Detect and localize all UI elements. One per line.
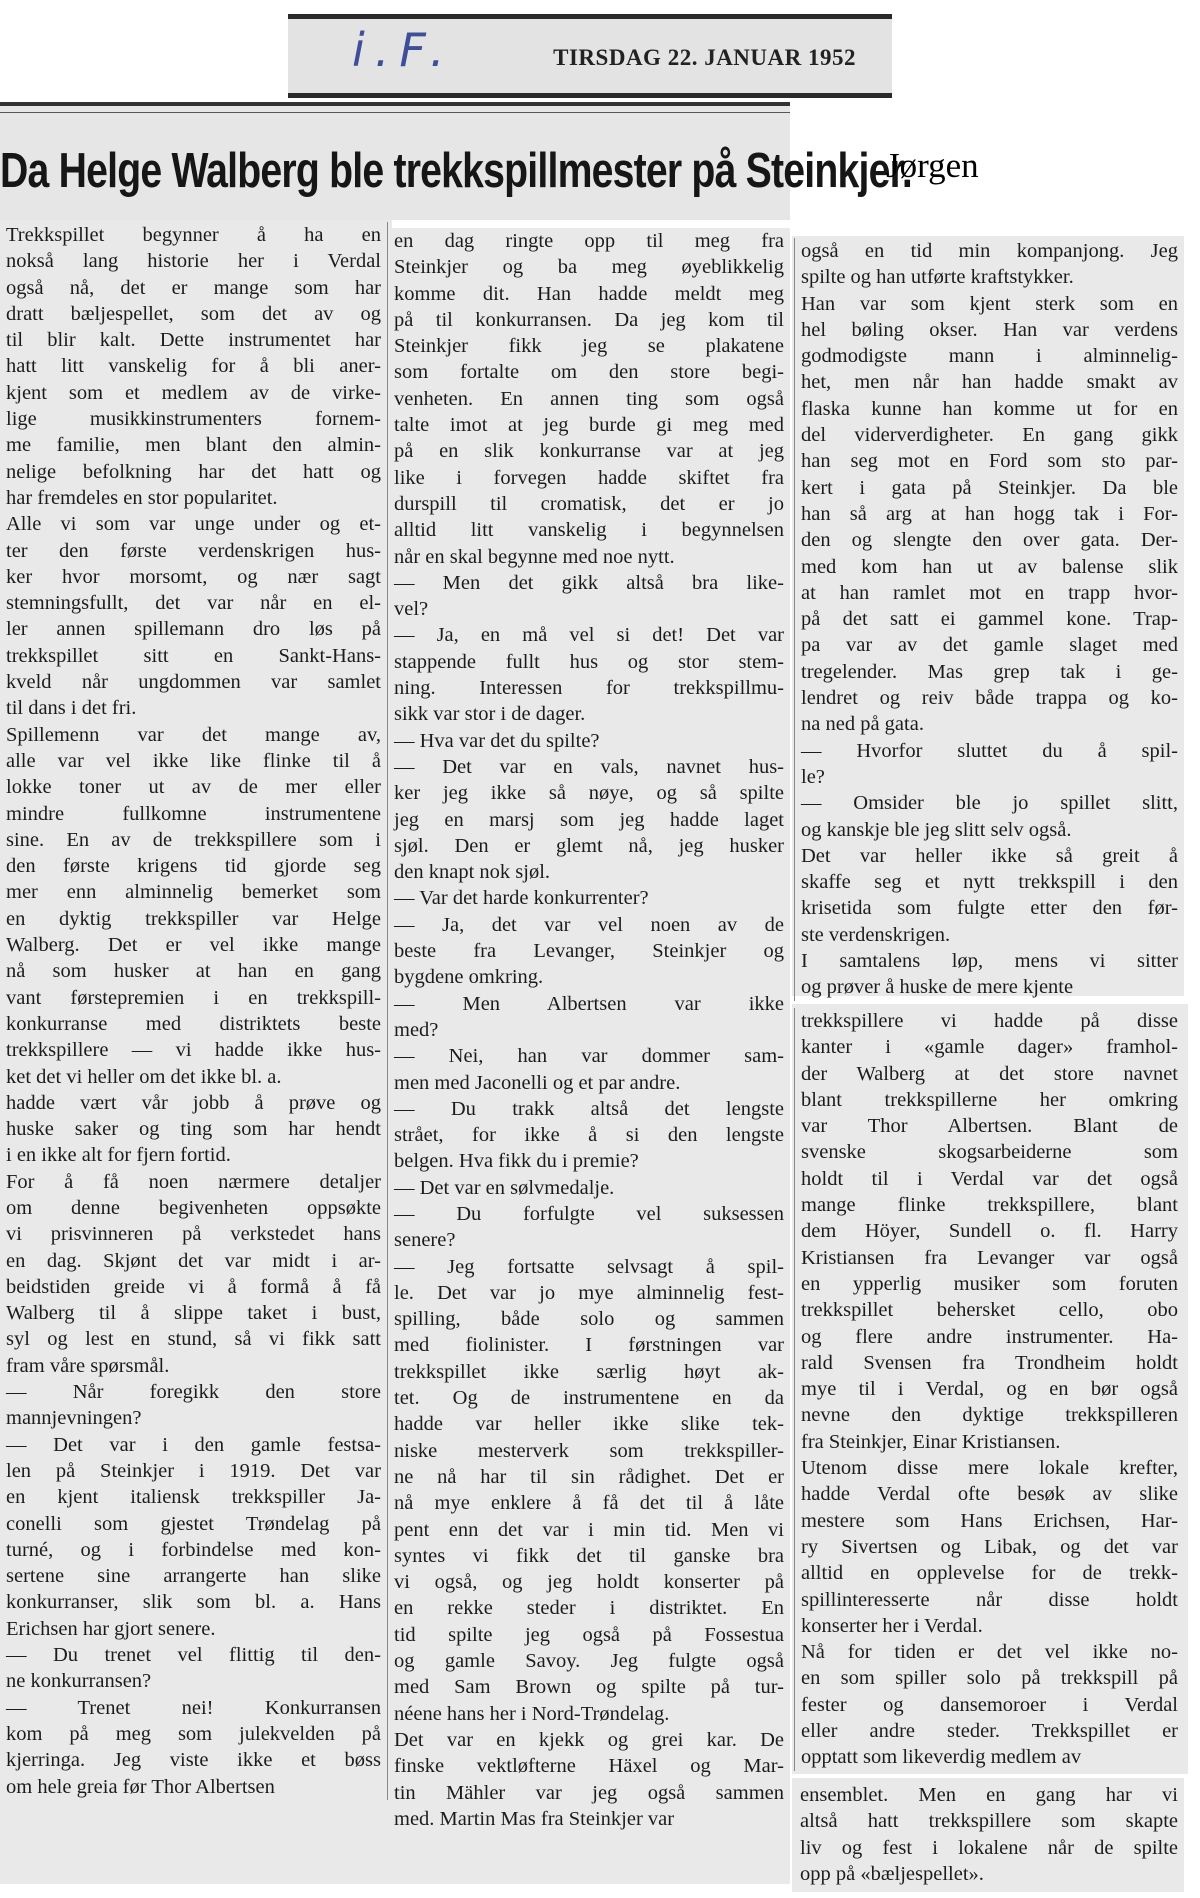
text-line: den knapt nok sjøl. bbox=[394, 861, 551, 884]
text-line: sikk var stor i de dager. bbox=[394, 703, 586, 726]
text-line: Kristiansen fra Levanger var også bbox=[801, 1246, 1178, 1269]
text-line: dem Höyer, Sundell o. fl. Harry bbox=[801, 1220, 1178, 1243]
text-line: alle var vel ikke like flinke til å bbox=[6, 749, 381, 772]
text-line: der Walberg at det store navnet bbox=[801, 1062, 1178, 1085]
text-line: til blir kalt. Dette instrumentet har bbox=[6, 329, 381, 352]
text-line: kveld når ungdommen var samlet bbox=[6, 671, 381, 694]
text-line: mannjevningen? bbox=[6, 1407, 142, 1430]
text-line: Steinkjer fikk jeg se plakatene bbox=[394, 335, 784, 358]
text-line: han så arg at han hogg tak i For- bbox=[801, 502, 1178, 525]
text-line: men med Jaconelli og et par andre. bbox=[394, 1071, 681, 1094]
text-line: beidstiden greide vi å formå å få bbox=[6, 1275, 381, 1298]
text-line: turné, og i forbindelse med kon- bbox=[6, 1538, 381, 1561]
text-line: har fremdeles en stor popularitet. bbox=[6, 486, 278, 509]
text-line: — Jeg fortsatte selvsagt å spil- bbox=[394, 1255, 784, 1278]
text-line: huske saker og ting som har hendt bbox=[6, 1118, 381, 1141]
text-line: Trekkspillet begynner å ha en bbox=[6, 224, 381, 246]
text-line: ensemblet. Men en gang har vi bbox=[800, 1784, 1178, 1806]
text-line: konserter her i Verdal. bbox=[801, 1614, 983, 1637]
text-line: — Men det gikk altså bra like- bbox=[394, 571, 784, 594]
text-line: opp på «bæljespellet». bbox=[800, 1862, 984, 1885]
text-line: Erichsen har gjort senere. bbox=[6, 1617, 216, 1640]
text-line: Det var heller ikke så greit å bbox=[801, 844, 1178, 867]
text-line: spillinteresserte når disse holdt bbox=[801, 1588, 1178, 1611]
text-line: om denne begivenheten oppsøkte bbox=[6, 1196, 381, 1219]
text-line: også nå, det er mange som har bbox=[6, 276, 381, 299]
text-line: vi også, og jeg holdt konserter på bbox=[394, 1571, 784, 1594]
text-line: senere? bbox=[394, 1229, 456, 1252]
text-line: kanter i «gamle dager» framhol- bbox=[801, 1036, 1178, 1059]
text-line: Han var som kjent sterk som en bbox=[801, 292, 1178, 315]
text-line: jeg en marsj som jeg hadde laget bbox=[394, 808, 784, 831]
text-line: nelige befolkning har det hatt og bbox=[6, 460, 381, 483]
text-line: — Ja, en må vel si det! Det var bbox=[394, 624, 784, 647]
article-column-1 bbox=[0, 222, 388, 1800]
text-line: hel bøling okser. Han var verdens bbox=[801, 318, 1178, 341]
text-line: venheten. En annen ting som også bbox=[394, 387, 784, 410]
text-line: like i forvegen hadde skiftet fra bbox=[394, 466, 784, 489]
text-line: trekkspillere — vi hadde ikke hus- bbox=[6, 1039, 381, 1062]
text-line: lendret og reiv både trappa og ko- bbox=[801, 687, 1178, 710]
text-line: vant førstepremien i en trekkspill- bbox=[6, 986, 381, 1009]
headline-clipping bbox=[0, 102, 912, 220]
text-line: var Thor Albertsen. Blant de bbox=[801, 1115, 1178, 1138]
text-line: mindre fullkomne instrumentene bbox=[6, 802, 381, 825]
text-line: Det var en kjekk og grei kar. De bbox=[394, 1728, 784, 1751]
text-line: fester og dansemoroer i Verdal bbox=[801, 1693, 1178, 1716]
text-line: krisetida som fulgte etter den før- bbox=[801, 897, 1178, 920]
text-line: og prøver å huske de mere kjente bbox=[801, 976, 1074, 999]
text-line: trekkspillet sitt en Sankt-Hans- bbox=[6, 644, 381, 667]
text-line: hadde var heller ikke slike tek- bbox=[394, 1413, 784, 1436]
text-line: kjent som et medlem av de virke- bbox=[6, 381, 381, 404]
text-line: dratt bæljespellet, som det av og bbox=[6, 302, 381, 325]
text-line: tin Mähler var jeg også sammen bbox=[394, 1781, 784, 1804]
text-line: ker jeg ikke så nøye, og så spilte bbox=[394, 782, 784, 805]
text-line: på det satt ei gammel kone. Trap- bbox=[801, 608, 1178, 631]
text-line: i en ikke alt for fjern fortid. bbox=[6, 1144, 231, 1167]
text-line: durspill til cromatisk, det er jo bbox=[394, 492, 784, 515]
text-line: vel? bbox=[394, 598, 429, 621]
text-line: og flere andre instrumenter. Ha- bbox=[801, 1325, 1178, 1348]
text-line: når en skal begynne med noe nytt. bbox=[394, 545, 675, 568]
text-line: stemningsfullt, det var når en el- bbox=[6, 592, 381, 615]
text-line: ning. Interessen for trekkspillmu- bbox=[394, 677, 784, 700]
text-line: Utenom disse mere lokale krefter, bbox=[801, 1457, 1178, 1480]
text-line: spilling, både solo og sammen bbox=[394, 1308, 784, 1331]
text-line: — Var det harde konkurrenter? bbox=[394, 887, 649, 910]
text-line: med kom han ut av balense slik bbox=[801, 555, 1178, 578]
text-line: holdt til i Verdal var det også bbox=[801, 1167, 1178, 1190]
text-line: belgen. Hva fikk du i premie? bbox=[394, 1150, 639, 1173]
text-line: ker hvor morsomt, og nær sagt bbox=[6, 565, 381, 588]
text-line: ry Sivertsen og Libak, og det var bbox=[801, 1535, 1178, 1558]
text-line: mye til i Verdal, og en bør også bbox=[801, 1378, 1178, 1401]
text-line: til dans i det fri. bbox=[6, 697, 137, 720]
text-line: lokke toner ut av de mer eller bbox=[6, 776, 381, 799]
text-line: néene hans her i Nord-Trøndelag. bbox=[394, 1702, 670, 1725]
text-line: liv og fest i lokalene når de spilte bbox=[800, 1836, 1178, 1859]
text-line: hadde Verdal ofte besøk av slike bbox=[801, 1483, 1178, 1506]
text-line: conelli som gjestet Trøndelag på bbox=[6, 1512, 381, 1535]
text-line: — Det var i den gamle festsa- bbox=[6, 1433, 381, 1456]
text-line: het, men når han hadde smakt av bbox=[801, 371, 1178, 394]
text-line: trekkspillet behersket cello, obo bbox=[801, 1299, 1178, 1322]
text-line: Nå for tiden er det vel ikke no- bbox=[801, 1641, 1178, 1664]
text-line: ne konkurransen? bbox=[6, 1670, 152, 1693]
text-line: en ypperlig musiker som foruten bbox=[801, 1272, 1178, 1295]
text-line: kom på meg som julekvelden på bbox=[6, 1722, 381, 1745]
text-line: ne nå har til sin rådighet. Det er bbox=[394, 1465, 784, 1488]
text-line: — Når foregikk den store bbox=[6, 1381, 381, 1404]
text-line: bygdene omkring. bbox=[394, 966, 544, 989]
article-column-2 bbox=[388, 228, 790, 1832]
text-line: Alle vi som var unge under og et- bbox=[6, 513, 381, 536]
text-line: nokså lang historie her i Verdal bbox=[6, 250, 381, 273]
text-line: den og slengte den over gata. Der- bbox=[801, 529, 1178, 552]
text-line: ler annen spillemann dro løs på bbox=[6, 618, 381, 641]
date-header-strip bbox=[288, 14, 892, 98]
text-line: på til konkurransen. Da jeg kom til bbox=[394, 308, 784, 331]
text-line: konkurranser, slik som bl. a. Hans bbox=[6, 1591, 381, 1614]
text-line: skaffe seg et nytt trekkspill i den bbox=[801, 871, 1178, 894]
text-line: en dag ringte opp til meg fra bbox=[394, 230, 784, 252]
text-line: mange flinke trekkspillere, blant bbox=[801, 1194, 1178, 1217]
article-column-3a bbox=[794, 238, 1184, 1001]
text-line: han seg mot en Ford som sto par- bbox=[801, 450, 1178, 473]
text-line: blant trekkspillerne her omkring bbox=[801, 1088, 1178, 1111]
text-line: stappende fullt hus og stor stem- bbox=[394, 650, 784, 673]
text-line: komme dit. Han hadde meldt meg bbox=[394, 282, 784, 305]
text-line: mestere som Hans Erichsen, Har- bbox=[801, 1509, 1178, 1532]
text-line: hatt litt vanskelig for å bli aner- bbox=[6, 355, 381, 378]
text-line: fra Steinkjer, Einar Kristiansen. bbox=[801, 1430, 1061, 1453]
text-line: om hele greia før Thor Albertsen bbox=[6, 1775, 275, 1798]
text-line: spilte og han utførte kraftstykker. bbox=[801, 266, 1074, 289]
article-headline: Da Helge Walberg ble trekkspillmester på Steinkjer. bbox=[0, 144, 912, 198]
text-line: fram våre spørsmål. bbox=[6, 1354, 170, 1377]
text-line: pent enn det var i min tid. Men vi bbox=[394, 1518, 784, 1541]
text-line: syntes vi fikk det til ganske bra bbox=[394, 1544, 784, 1567]
text-line: — Du trakk altså det lengste bbox=[394, 1097, 784, 1120]
text-line: alltid en opplevelse for de trekk- bbox=[801, 1562, 1178, 1585]
text-line: Walberg til å slippe taket i bust, bbox=[6, 1302, 381, 1325]
text-line: lige musikkinstrumenters fornem- bbox=[6, 408, 381, 431]
handwritten-note: i.F. bbox=[352, 23, 455, 77]
text-line: en rekke steder i distriktet. En bbox=[394, 1597, 784, 1620]
text-line: — Det var en sølvmedalje. bbox=[394, 1176, 615, 1199]
text-line: og gamle Savoy. Jeg fulgte også bbox=[394, 1650, 784, 1673]
text-line: — Ja, det var vel noen av de bbox=[394, 913, 784, 936]
text-line: med. Martin Mas fra Steinkjer var bbox=[394, 1807, 675, 1830]
text-line: en som spiller solo på trekkspill på bbox=[801, 1667, 1178, 1690]
text-line: — Hvorfor sluttet du å spil- bbox=[801, 739, 1178, 762]
text-line: ste verdenskrigen. bbox=[801, 923, 951, 946]
text-line: tet. Og de instrumentene en da bbox=[394, 1387, 784, 1410]
text-line: finske vektløfterne Häxel og Mar- bbox=[394, 1755, 784, 1778]
text-line: — Trenet nei! Konkurransen bbox=[6, 1696, 381, 1719]
text-line: For å få noen nærmere detaljer bbox=[6, 1170, 381, 1193]
article-column-3b bbox=[794, 1008, 1184, 1771]
text-line: — Du trenet vel flittig til den- bbox=[6, 1644, 381, 1667]
text-line: opptatt som likeverdig medlem av bbox=[801, 1746, 1082, 1769]
text-line: I samtalens løp, mens vi sitter bbox=[801, 950, 1178, 973]
text-line: syl og lest en stund, så vi fikk satt bbox=[6, 1328, 381, 1351]
text-line: le. Det var jo mye alminnelig fest- bbox=[394, 1281, 784, 1304]
text-line: flaska kunne han komme ut for en bbox=[801, 397, 1178, 420]
text-line: sine. En av de trekkspillere som i bbox=[6, 828, 381, 851]
text-line: svenske skogsarbeiderne som bbox=[801, 1141, 1178, 1164]
text-line: Spillemenn var det mange av, bbox=[6, 723, 381, 746]
text-line: at han ramlet mot en trapp hvor- bbox=[801, 581, 1178, 604]
text-line: beste fra Levanger, Steinkjer og bbox=[394, 940, 784, 963]
text-line: pa var av det gamle slaget med bbox=[801, 634, 1178, 657]
text-line: en kjent italiensk trekkspiller Ja- bbox=[6, 1486, 381, 1509]
text-line: nevne den dyktige trekkspilleren bbox=[801, 1404, 1178, 1427]
text-line: Steinkjer og ba meg øyeblikkelig bbox=[394, 256, 784, 279]
text-line: eller andre steder. Trekkspillet er bbox=[801, 1720, 1178, 1743]
text-line: Walberg. Det er vel ikke mange bbox=[6, 934, 381, 957]
text-line: me familie, men blant den almin- bbox=[6, 434, 381, 457]
text-line: nå som husker at han en gang bbox=[6, 960, 381, 983]
text-line: hadde vært vår jobb å prøve og bbox=[6, 1091, 381, 1114]
text-line: godmodigste mann i alminnelig- bbox=[801, 345, 1178, 368]
text-line: vi prisvinneren på verkstedet hans bbox=[6, 1223, 381, 1246]
text-line: ket det vi heller om det ikke bl. a. bbox=[6, 1065, 282, 1088]
text-line: le? bbox=[801, 765, 825, 788]
text-line: — Nei, han var dommer sam- bbox=[394, 1045, 784, 1068]
text-line: trekkspillet ikke særlig høyt ak- bbox=[394, 1360, 784, 1383]
text-line: med fiolinister. I førstningen var bbox=[394, 1334, 784, 1357]
text-line: kjerringa. Jeg viste ikke et bøss bbox=[6, 1749, 381, 1772]
text-line: ter den første verdenskrigen hus- bbox=[6, 539, 381, 562]
text-line: rald Svensen fra Trondheim holdt bbox=[801, 1351, 1178, 1374]
text-line: kert i gata på Steinkjer. Da ble bbox=[801, 476, 1178, 499]
text-line: også en tid min kompanjong. Jeg bbox=[801, 240, 1178, 262]
text-line: niske mesterverk som trekkspiller- bbox=[394, 1439, 784, 1462]
text-line: som fortalte om den store begi- bbox=[394, 361, 784, 384]
text-line: en dag. Skjønt det var midt i ar- bbox=[6, 1249, 381, 1272]
text-line: na ned på gata. bbox=[801, 713, 924, 736]
text-line: den første krigens tid gjorde seg bbox=[6, 855, 381, 878]
text-line: talte imot at jeg burde gi meg med bbox=[394, 414, 784, 437]
text-line: strået, for ikke å si den lengste bbox=[394, 1124, 784, 1147]
text-line: sjøl. Den er glemt nå, jeg husker bbox=[394, 834, 784, 857]
article-column-3c bbox=[794, 1782, 1184, 1887]
text-line: med? bbox=[394, 1018, 439, 1041]
text-line: altså hatt trekkspillere som skapte bbox=[800, 1810, 1178, 1833]
text-line: — Det var en vals, navnet hus- bbox=[394, 755, 784, 778]
publication-date: TIRSDAG 22. JANUAR 1952 bbox=[553, 45, 856, 70]
text-line: tid spilte jeg også på Fossestua bbox=[394, 1623, 784, 1646]
text-line: alltid litt vanskelig i begynnelsen bbox=[394, 519, 784, 542]
text-line: med Sam Brown og spilte på tur- bbox=[394, 1676, 784, 1699]
text-line: — Du forfulgte vel suksessen bbox=[394, 1202, 784, 1225]
text-line: sertene sine arrangerte han slike bbox=[6, 1565, 381, 1588]
text-line: del viderverdigheter. En gang gikk bbox=[801, 424, 1178, 447]
text-line: — Men Albertsen var ikke bbox=[394, 992, 784, 1015]
text-line: mer enn alminnelig bemerket som bbox=[6, 881, 381, 904]
text-line: — Omsider ble jo spillet slitt, bbox=[801, 792, 1178, 815]
text-line: — Hva var det du spilte? bbox=[394, 729, 600, 752]
text-line: trekkspillere vi hadde på disse bbox=[801, 1010, 1178, 1032]
text-line: en dyktig trekkspiller var Helge bbox=[6, 907, 381, 930]
text-line: nå mye enklere å få det til å låte bbox=[394, 1492, 784, 1515]
text-line: len på Steinkjer i 1919. Det var bbox=[6, 1459, 381, 1482]
text-line: konkurranse med distriktets beste bbox=[6, 1012, 381, 1035]
author-note: Jørgen bbox=[886, 146, 979, 185]
text-line: på en slik konkurranse var at jeg bbox=[394, 440, 784, 463]
text-line: og kanskje ble jeg slitt selv også. bbox=[801, 818, 1072, 841]
text-line: tregelender. Mas grep tak i ge- bbox=[801, 660, 1178, 683]
